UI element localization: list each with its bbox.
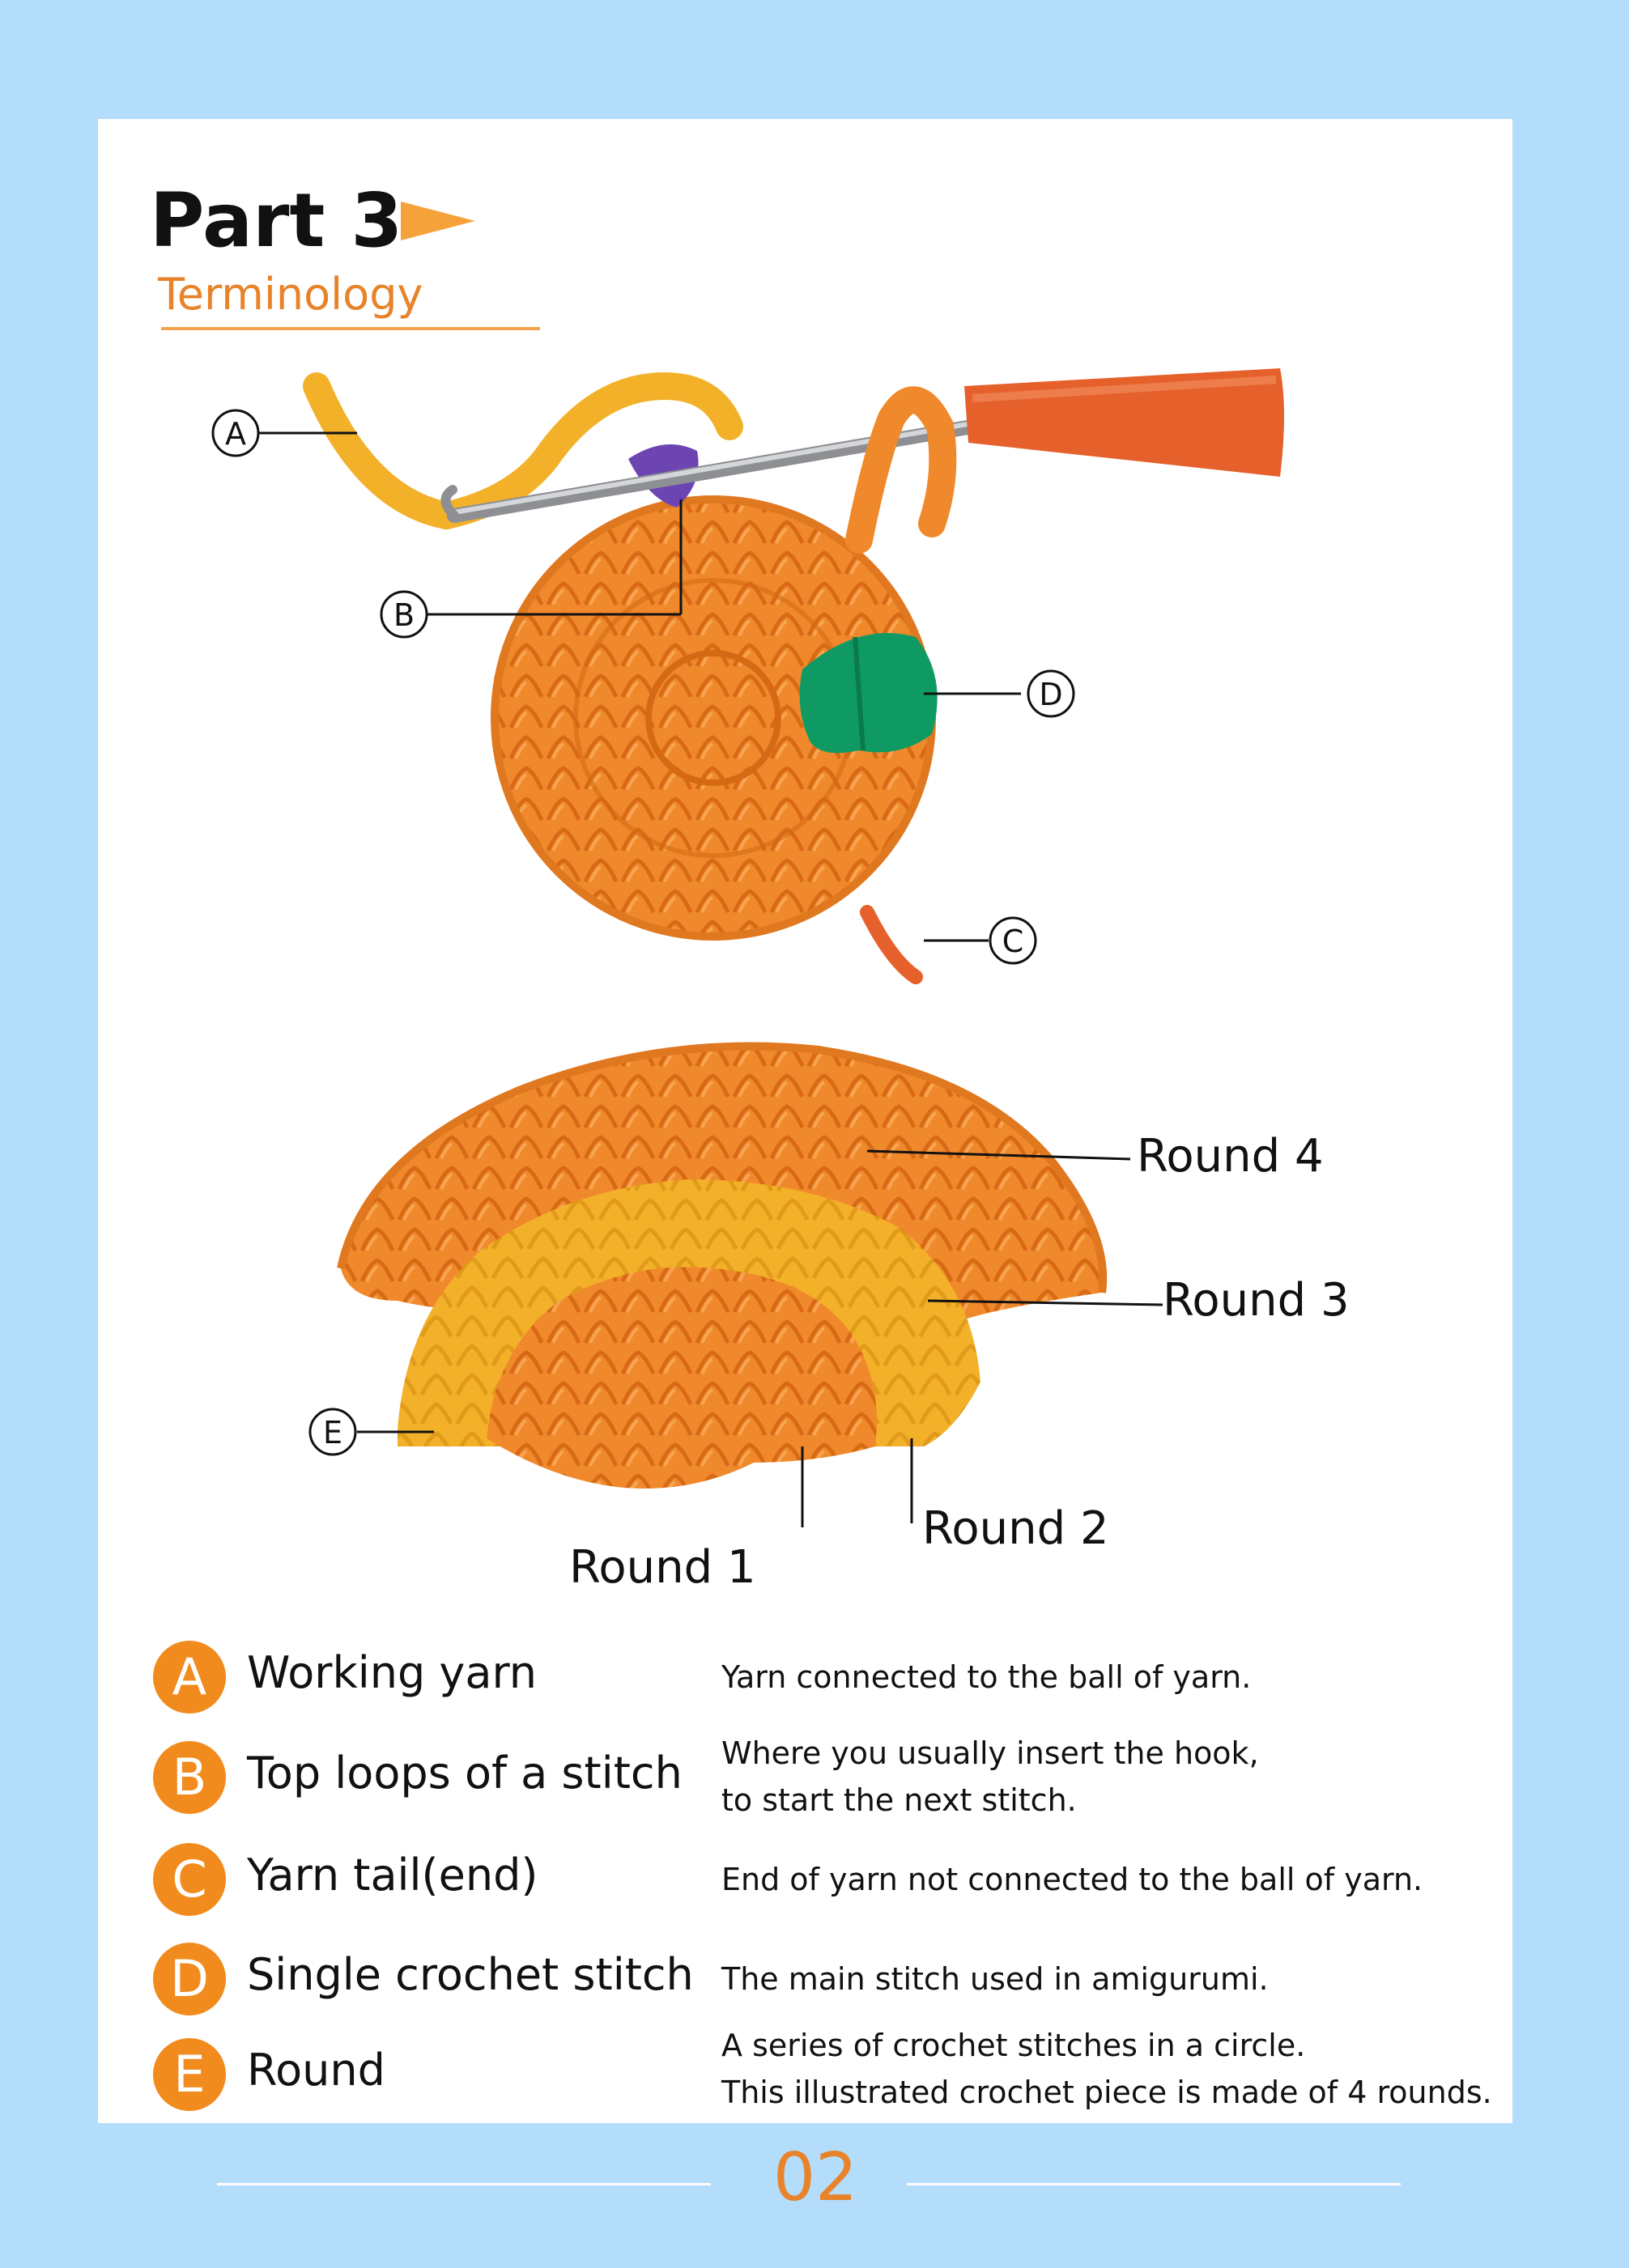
legend-item-e (153, 2028, 1492, 2111)
page-number: 02 (772, 2139, 858, 2216)
round-4-label: Round 4 (1137, 1130, 1324, 1183)
legend-item-a (153, 1641, 1489, 1714)
term-description: Where you usually insert the hook, to start the next stitch. (721, 1735, 1259, 1818)
callout-d-label: D (1039, 677, 1063, 712)
term-description: A series of crochet stitches in a circle. This illustrated crochet piece is made of 4 rounds. (721, 2028, 1492, 2110)
callout-c-label: C (1002, 924, 1024, 959)
legend-item-c (153, 1843, 1489, 1916)
term-label: Yarn tail(end) (247, 1850, 538, 1901)
letter-badge: C (153, 1843, 226, 1916)
letter-badge: D (153, 1943, 226, 2015)
letter-badge: B (153, 1741, 226, 1814)
footer-divider-right (907, 2183, 1401, 2185)
footer-divider-left (217, 2183, 711, 2185)
callout-e-label: E (322, 1415, 343, 1450)
letter-badge: A (153, 1641, 226, 1714)
round-2-label: Round 2 (922, 1502, 1109, 1555)
term-description: End of yarn not connected to the ball of yarn. (721, 1862, 1423, 1897)
section-subtitle: Terminology (158, 269, 423, 320)
yarn-tail (867, 912, 916, 977)
term-label: Round (247, 2045, 385, 2096)
term-label: Working yarn (247, 1647, 537, 1698)
crochet-illustration (98, 119, 1512, 1608)
part-title: Part 3 (150, 177, 403, 264)
callout-a-label: A (225, 416, 246, 452)
page-sheet (98, 119, 1512, 2123)
legend-item-b (153, 1735, 1489, 1818)
round-1-label: Round 1 (569, 1541, 756, 1594)
term-label: Single crochet stitch (247, 1949, 694, 2000)
callout-b-label: B (393, 597, 415, 633)
letter-badge: E (153, 2038, 226, 2111)
term-description: The main stitch used in amigurumi. (721, 1961, 1269, 1997)
legend-item-d (153, 1943, 1489, 2015)
round-3-label: Round 3 (1163, 1274, 1350, 1327)
term-description: Yarn connected to the ball of yarn. (721, 1659, 1252, 1695)
term-label: Top loops of a stitch (247, 1748, 683, 1799)
